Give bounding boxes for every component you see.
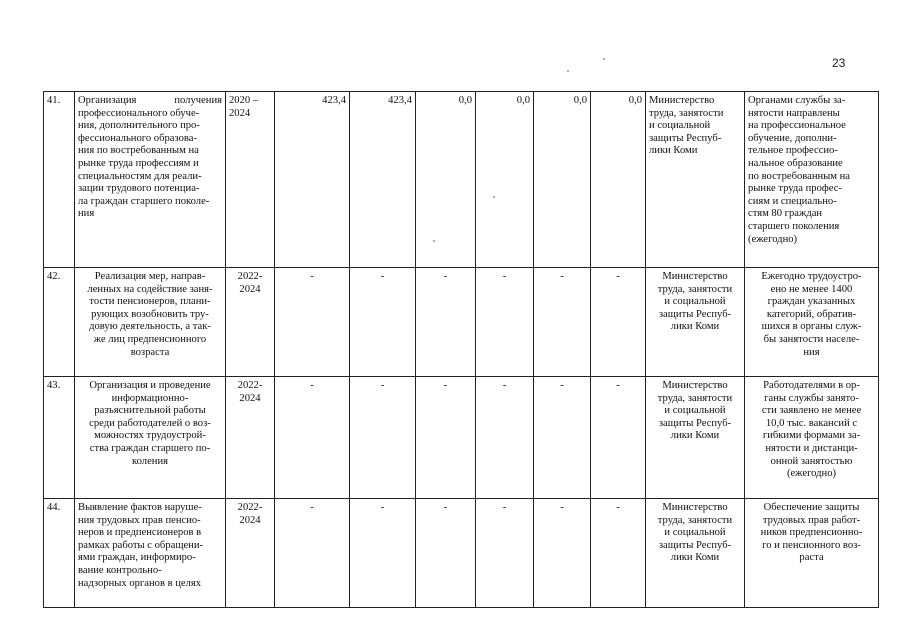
- funding-value: -: [476, 268, 534, 377]
- funding-value: -: [591, 268, 646, 377]
- funding-value: -: [416, 377, 476, 499]
- funding-value: -: [416, 499, 476, 608]
- funding-value: 0,0: [416, 92, 476, 268]
- measure-name: Организация и проведение информационно- разъяснительной работы среди работодателей о воз- можностях трудоустрой- ства граждан старшего по- коления: [75, 377, 226, 499]
- executor: Министерство труда, занятости и социальной защиты Респуб- лики Коми: [646, 268, 745, 377]
- row-number: 42.: [44, 268, 75, 377]
- period: 2022- 2024: [226, 377, 275, 499]
- funding-value: -: [416, 268, 476, 377]
- row-number: 43.: [44, 377, 75, 499]
- expected-result: Ежегодно трудоустро- ено не менее 1400 граждан указанных категорий, обратив- шихся в органы служ- бы занятости населе- ния: [745, 268, 879, 377]
- expected-result: Органами службы за- нятости направлены на профессиональное обучение, дополни- тельное профессио- нальное образование по востребованным на рынке труда профес- сиям и специально- стям 80 граждан старшего поколения (ежегодно): [745, 92, 879, 268]
- measure-name: Выявление фактов наруше- ния трудовых прав пенсио- неров и предпенсионеров в рамках работы с обращени- ями граждан, информиро- вание контрольно- надзорных органов в целях: [75, 499, 226, 608]
- row-number: 41.: [44, 92, 75, 268]
- row-number: 44.: [44, 499, 75, 608]
- funding-value: 0,0: [476, 92, 534, 268]
- scan-speck: [603, 58, 605, 60]
- funding-value: -: [591, 377, 646, 499]
- table-row: [44, 92, 879, 268]
- funding-value: -: [275, 499, 350, 608]
- period: 2022- 2024: [226, 499, 275, 608]
- executor: Министерство труда, занятости и социальной защиты Респуб- лики Коми: [646, 499, 745, 608]
- funding-value: 423,4: [275, 92, 350, 268]
- funding-value: 0,0: [534, 92, 591, 268]
- measure-name: Реализация мер, направ- ленных на содействие заня- тости пенсионеров, плани- рующих возобновить тру- довую деятельность, а так- же лиц предпенсионного возраста: [75, 268, 226, 377]
- table-row: [44, 268, 879, 377]
- table-row: [44, 499, 879, 608]
- period: 2022- 2024: [226, 268, 275, 377]
- funding-value: -: [534, 499, 591, 608]
- scan-speck: [493, 196, 495, 198]
- funding-value: -: [350, 499, 416, 608]
- period: 2020 – 2024: [226, 92, 275, 268]
- funding-value: -: [476, 499, 534, 608]
- funding-value: -: [591, 499, 646, 608]
- executor: Министерство труда, занятости и социальной защиты Респуб- лики Коми: [646, 92, 745, 268]
- measure-name: Организация получения профессионального обуче- ния, дополнительного про- фессионального образова- ния по востребованным на рынке труда профессиям и специальностям для реали- зации трудового потенциа- ла граждан старшего поколе- ния: [75, 92, 226, 268]
- funding-value: -: [534, 268, 591, 377]
- page-number: 23: [832, 56, 846, 70]
- expected-result: Обеспечение защиты трудовых прав работ- ников предпенсионно- го и пенсионного воз- раста: [745, 499, 879, 608]
- executor: Министерство труда, занятости и социальной защиты Респуб- лики Коми: [646, 377, 745, 499]
- table-row: [44, 377, 879, 499]
- scan-speck: [433, 240, 435, 242]
- funding-value: 423,4: [350, 92, 416, 268]
- expected-result: Работодателями в ор- ганы службы занято- сти заявлено не менее 10,0 тыс. вакансий с гибкими формами за- нятости и дистанци- онной занятостью (ежегодно): [745, 377, 879, 499]
- scan-speck: [567, 70, 569, 72]
- funding-value: -: [534, 377, 591, 499]
- funding-value: -: [275, 268, 350, 377]
- funding-value: -: [275, 377, 350, 499]
- funding-value: -: [350, 268, 416, 377]
- funding-value: -: [350, 377, 416, 499]
- funding-value: 0,0: [591, 92, 646, 268]
- measures-table: [43, 91, 879, 608]
- funding-value: -: [476, 377, 534, 499]
